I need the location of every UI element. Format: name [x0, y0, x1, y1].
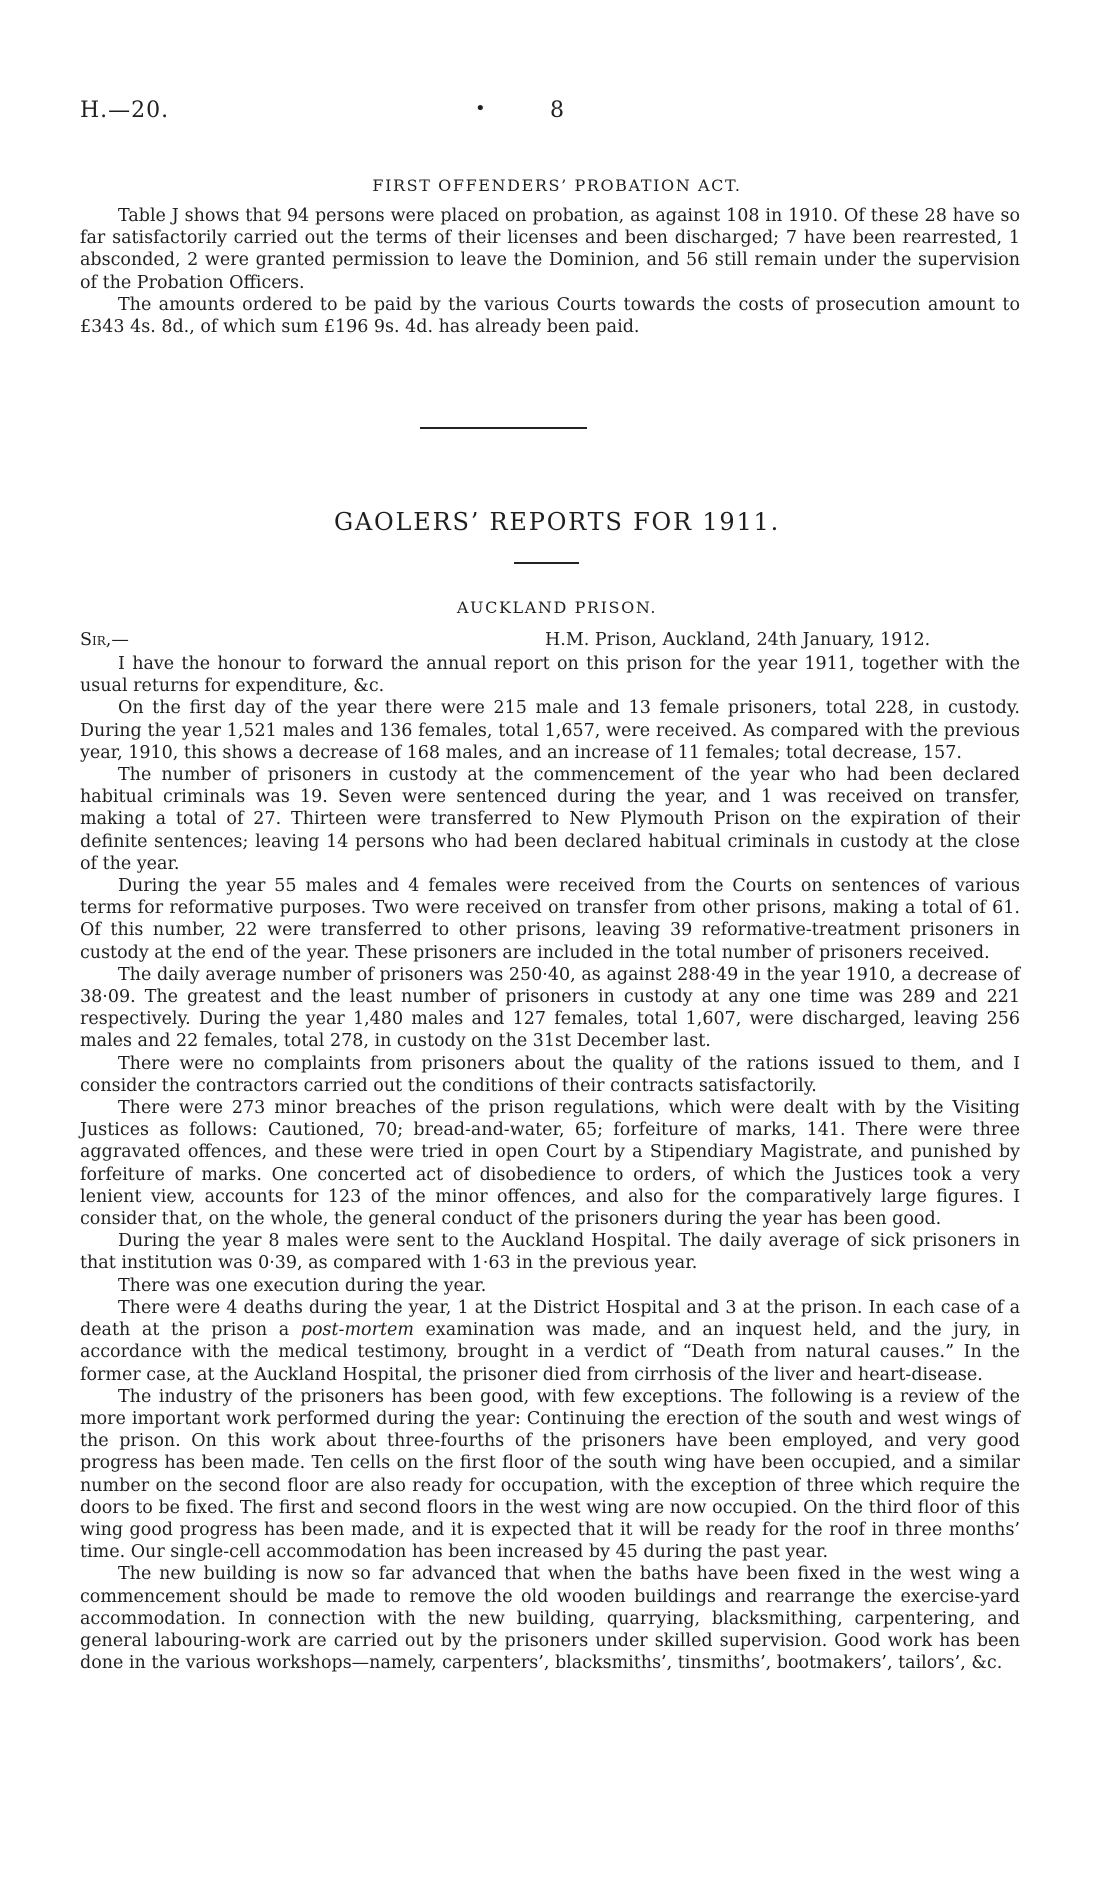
- dateline: H.M. Prison, Auckland, 24th January, 1912.: [545, 630, 931, 650]
- running-head: [80, 98, 590, 128]
- paragraph: The number of prisoners in custody at the commencement of the year who had been declared habitual criminals was 19. Seven were sentenced during the year, and 1 was received on transfer, making a total of 27. Thirteen were transferred to New Plymouth Prison on the expiration of their definite sentences; leaving 14 persons who had been declared habitual criminals in custody at the close of the year.: [80, 765, 1020, 874]
- main-heading: GAOLERS’ REPORTS FOR 1911.: [333, 508, 781, 536]
- page-number: 8: [550, 98, 564, 123]
- paragraph: During the year 8 males were sent to the Auckland Hospital. The daily average of sick prisoners in that institution was 0·39, as compared with 1·63 in the previous year.: [80, 1231, 1020, 1274]
- salutation: [80, 630, 129, 650]
- paragraph: The daily average number of prisoners was 250·40, as against 288·49 in the year 1910, a decrease of 38·09. The greatest and the least number of prisoners in custody at any one time was 289 and 221 respectively. During the year 1,480 males and 127 females, total 1,607, were discharged, leaving 256 males and 22 females, total 278, in custody on the 31st December last.: [80, 964, 1020, 1052]
- probation-section-body: [80, 205, 1020, 338]
- paragraph: There were 273 minor breaches of the prison regulations, which were dealt with by the Visiting Justices as follows: Cautioned, 70; bread-and-water, 65; forfeiture of marks, 141. There were three aggravated offences, and these were tried in open Court by a Stipendiary Magistrate, and punished by forfeiture of marks. One concerted act of disobedience to orders, of which the Justices took a very lenient view, accounts for 123 of the minor offences, and also for the comparatively large figures. I consider that, on the whole, the general conduct of the prisoners during the year has been good.: [80, 1098, 1020, 1230]
- section-title-probation: FIRST OFFENDERS’ PROBATION ACT.: [372, 176, 742, 195]
- deaths-text-before: There were 4 deaths during the year, 1 at the District Hospital and 3 at the prison. In each case of a death at the prison a: [80, 1297, 1020, 1341]
- paragraph: There were no complaints from prisoners about the quality of the rations issued to them, and I consider the contractors carried out the conditions of their contracts satisfactorily.: [80, 1053, 1020, 1096]
- heading-rule: [514, 562, 579, 564]
- salutation-text: Sir,—: [80, 630, 129, 650]
- header-dot: •: [475, 98, 486, 119]
- paragraph: There was one execution during the year.: [118, 1275, 487, 1296]
- paragraph: The new building is now so far advanced that when the baths have been fixed in the west wing a commencement should be made to remove the old wooden buildings and rearrange the exercise-yard accommodation. In connection with the new building, quarrying, blacksmithing, carpentering, and general labouring-work are carried out by the prisoners under skilled supervision. Good work has been done in the various workshops—namely, carpenters’, blacksmiths’, tinsmiths’, bootmakers’, tailors’, &c.: [80, 1564, 1020, 1674]
- document-reference: H.—20.: [80, 98, 170, 123]
- paragraph: The amounts ordered to be paid by the various Courts towards the costs of prosecution amount to £343 4s. 8d., of which sum £196 9s. 4d. has already been paid.: [80, 294, 1020, 338]
- paragraph: On the first day of the year there were 215 male and 13 female prisoners, total 228, in custody. During the year 1,521 males and 136 females, total 1,657, were received. As compared with the previous year, 1910, this shows a decrease of 168 males, and an increase of 11 females; total decrease, 157.: [80, 698, 1020, 763]
- prison-subheading: AUCKLAND PRISON.: [456, 598, 658, 617]
- paragraph: Table J shows that 94 persons were placed on probation, as against 108 in 1910. Of these 28 have so far satisfactorily carried out the terms of their licenses and been discharged; 7 have been rearrested, 1 absconded, 2 were granted permission to leave the Dominion, and 56 still remain under the supervision of the Probation Officers.: [80, 206, 1020, 293]
- paragraph: I have the honour to forward the annual report on this prison for the year 1911, together with the usual returns for expenditure, &c.: [80, 654, 1020, 697]
- deaths-text-after: examination was made, and an inquest held, and the jury, in accordance with the medical testimony, brought in a verdict of “Death from natural causes.” In the former case, at the Auckland Hospital, the prisoner died from cirrhosis of the liver and heart-disease.: [80, 1320, 1020, 1385]
- deaths-paragraph: [80, 1297, 1020, 1386]
- report-body: [80, 653, 1020, 1674]
- section-divider: [420, 427, 587, 429]
- paragraph: The industry of the prisoners has been good, with few exceptions. The following is a review of the more important work performed during the year: Continuing the erection of the south and west wings of the prison. On this work about three-fourths of the prisoners have been employed, and very good progress has been made. Ten cells on the first floor of the south wing have been occupied, and a similar number on the second floor are also ready for occupation, with the exception of three which require the doors to be fixed. The first and second floors in the west wing are now occupied. On the third floor of this wing good progress has been made, and it is expected that it will be ready for the roof in three months’ time. Our single-cell accommodation has been increased by 45 during the past year.: [80, 1386, 1020, 1563]
- paragraph: During the year 55 males and 4 females were received from the Courts on sentences of various terms for reformative purposes. Two were received on transfer from other prisons, making a total of 61. Of this number, 22 were transferred to other prisons, leaving 39 reformative-treatment prisoners in custody at the end of the year. These prisoners are included in the total number of prisoners received.: [80, 876, 1020, 963]
- deaths-text-italic: post-mortem: [300, 1320, 414, 1341]
